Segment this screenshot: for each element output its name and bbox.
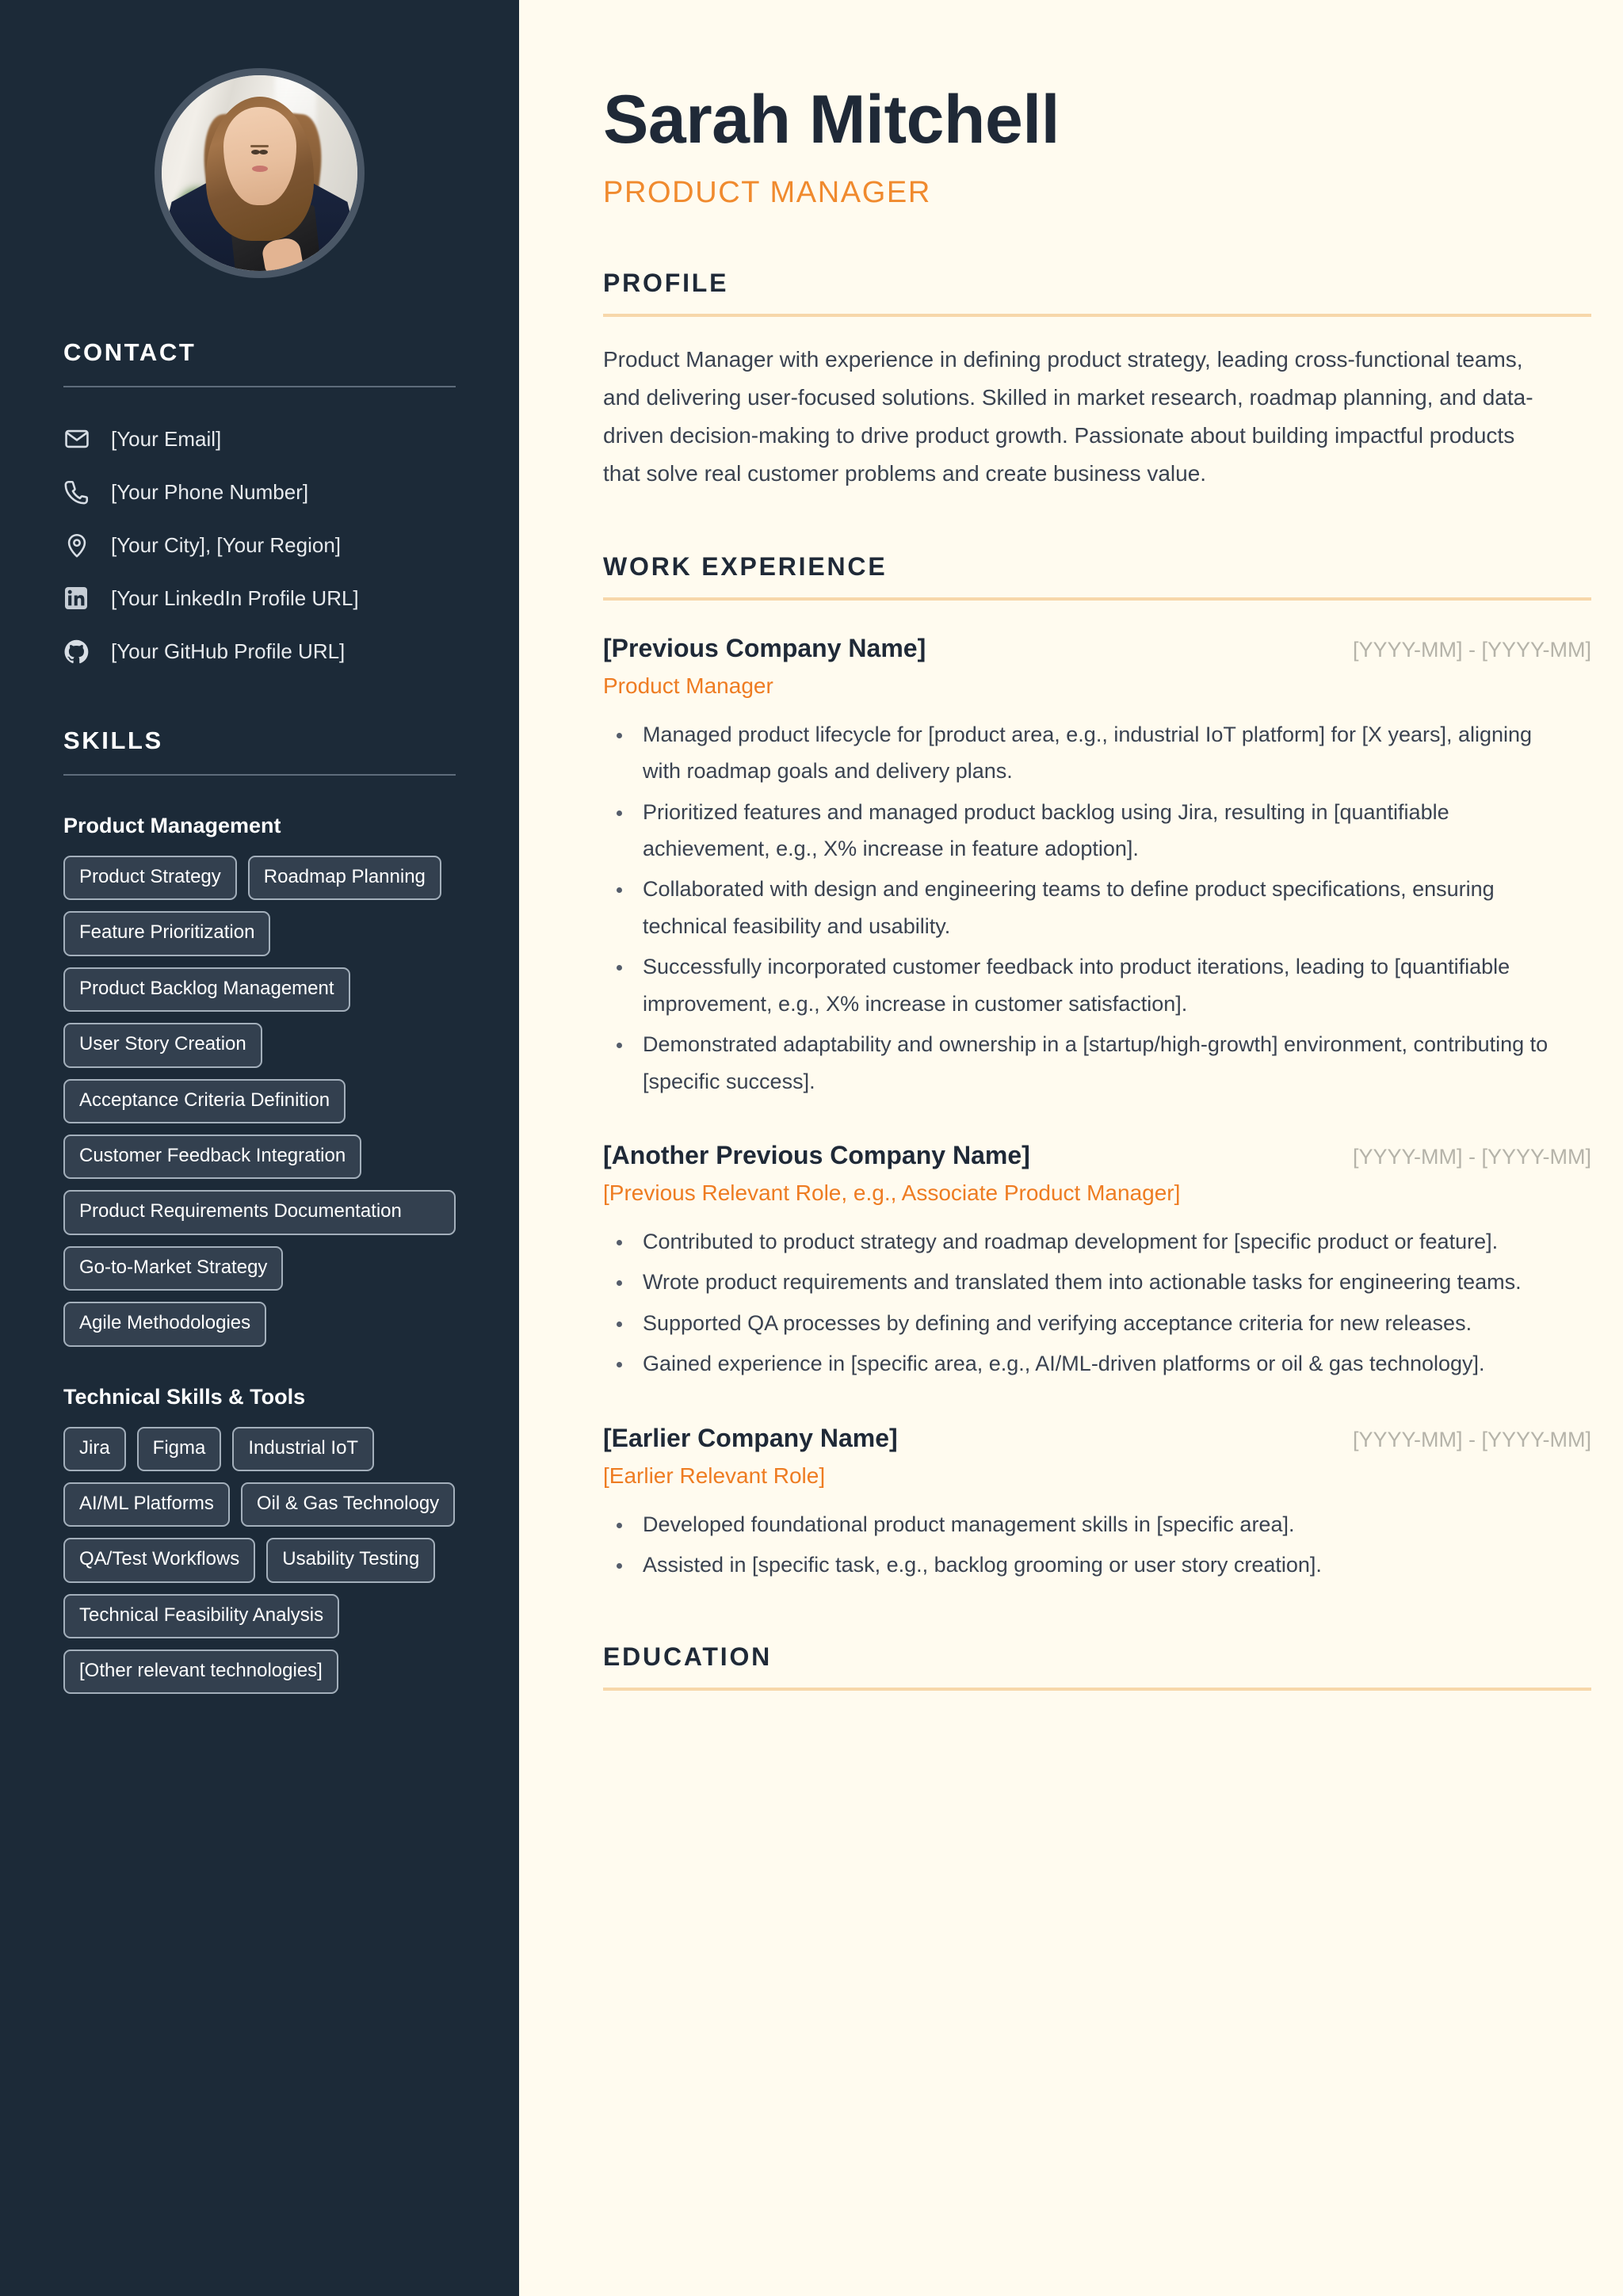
company-name: [Earlier Company Name] [603, 1423, 898, 1452]
photo-lips [252, 166, 268, 172]
contact-item-github[interactable] [63, 636, 456, 666]
job-role: Product Manager [603, 673, 773, 698]
skill-chip[interactable]: Roadmap Planning [248, 856, 441, 900]
job-bullet: • Collaborated with design and engineering teams to define product specifications, ensuring technical feasibility and usability. [633, 871, 1554, 944]
education-heading: EDUCATION [603, 1642, 773, 1671]
profile-divider [603, 314, 1591, 317]
skill-chip[interactable]: Product Requirements Documentation [63, 1190, 456, 1234]
job-bullet: • Prioritized features and managed product backlog using Jira, resulting in [quantifiable achievement, e.g., X% increase in feature adoption]. [633, 794, 1554, 868]
photo-face [223, 107, 296, 205]
job-bullet-list [603, 716, 1554, 1100]
skill-chip[interactable]: Feature Prioritization [63, 911, 270, 955]
skill-group-title-product-management: Product Management [63, 814, 281, 837]
contact-list [63, 424, 456, 666]
skill-chip[interactable]: User Story Creation [63, 1023, 262, 1067]
education-divider [603, 1688, 1591, 1691]
envelope-icon [63, 425, 95, 452]
skill-chip[interactable]: AI/ML Platforms [63, 1482, 230, 1527]
contact-github-text: [Your GitHub Profile URL] [111, 639, 346, 663]
company-name: [Previous Company Name] [603, 633, 926, 662]
company-name: [Another Previous Company Name] [603, 1141, 1030, 1169]
job-header [603, 1424, 1591, 1453]
contact-linkedin-text: [Your LinkedIn Profile URL] [111, 585, 359, 610]
skill-chip[interactable]: Technical Feasibility Analysis [63, 1594, 339, 1638]
skill-chip[interactable]: Industrial IoT [232, 1427, 374, 1471]
contact-divider [63, 386, 456, 387]
page-title: Sarah Mitchell [603, 82, 1060, 158]
contact-phone-text: [Your Phone Number] [111, 479, 309, 504]
profile-text: Product Manager with experience in defining product strategy, leading cross-functional teams, and delivering user-focused solutions. Skilled in market research, roadmap planning, and data-driven decision-making to drive product growth. Passionate about building impactful products that solve real customer problems and create business value. [603, 347, 1533, 486]
work-experience-entry [603, 1141, 1591, 1383]
skill-group-title-technical-skills: Technical Skills & Tools [63, 1384, 306, 1409]
location-pin-icon [63, 532, 95, 559]
github-icon [63, 639, 95, 665]
skill-chip[interactable]: Agile Methodologies [63, 1302, 266, 1346]
section-profile [603, 269, 1591, 494]
phone-icon [63, 479, 95, 505]
contact-item-linkedin[interactable] [63, 583, 456, 613]
job-bullet-list [603, 1506, 1554, 1584]
skill-chip[interactable]: [Other relevant technologies] [63, 1650, 338, 1694]
main-content [519, 0, 1623, 2296]
section-work-experience [603, 552, 1591, 1584]
skills-heading: SKILLS [63, 727, 163, 754]
skill-chip[interactable]: Usability Testing [266, 1538, 435, 1582]
job-dates: [YYYY-MM] - [YYYY-MM] [1352, 1427, 1591, 1451]
work-experience-entry [603, 634, 1591, 1100]
contact-item-email[interactable] [63, 424, 456, 454]
profile-heading: PROFILE [603, 269, 729, 297]
job-bullet: • Developed foundational product management skills in [specific area]. [633, 1506, 1554, 1543]
job-bullet: • Managed product lifecycle for [product area, e.g., industrial IoT platform] for [X years], aligning with roadmap goals and delivery plans. [633, 716, 1554, 790]
work-experience-entry [603, 1424, 1591, 1584]
skill-chip[interactable]: Customer Feedback Integration [63, 1135, 361, 1179]
section-education [603, 1642, 1591, 1691]
contact-heading: CONTACT [63, 338, 197, 366]
avatar-container [0, 0, 519, 278]
job-bullet: • Demonstrated adaptability and ownership in a [startup/high-growth] environment, contributing to [specific success]. [633, 1026, 1554, 1100]
job-role: [Earlier Relevant Role] [603, 1463, 826, 1488]
job-bullet: • Wrote product requirements and translated them into actionable tasks for engineering teams. [633, 1264, 1554, 1300]
job-role: [Previous Relevant Role, e.g., Associate Product Manager] [603, 1180, 1181, 1205]
job-bullet: • Gained experience in [specific area, e.g., AI/ML-driven platforms or oil & gas technology]. [633, 1345, 1554, 1382]
contact-item-location[interactable] [63, 530, 456, 560]
headline-job-title: PRODUCT MANAGER [603, 176, 931, 209]
job-header [603, 1141, 1591, 1170]
job-bullet: • Supported QA processes by defining and verifying acceptance criteria for new releases. [633, 1305, 1554, 1341]
contact-location-text: [Your City], [Your Region] [111, 532, 342, 557]
skill-chip[interactable]: Go-to-Market Strategy [63, 1246, 283, 1291]
job-header [603, 634, 1591, 663]
skill-chip-list-product-management [63, 856, 456, 1347]
skill-chip[interactable]: Figma [137, 1427, 222, 1471]
sidebar [0, 0, 519, 2296]
photo-eye-right [259, 150, 268, 154]
job-bullet: • Contributed to product strategy and roadmap development for [specific product or feature]. [633, 1223, 1554, 1260]
work-experience-divider [603, 597, 1591, 601]
skill-chip[interactable]: Oil & Gas Technology [241, 1482, 455, 1527]
avatar [155, 68, 365, 278]
skill-chip[interactable]: Jira [63, 1427, 126, 1471]
skills-divider [63, 774, 456, 776]
photo-brow-right [256, 145, 269, 147]
job-dates: [YYYY-MM] - [YYYY-MM] [1352, 1145, 1591, 1169]
linkedin-icon [63, 585, 95, 611]
work-experience-heading: WORK EXPERIENCE [603, 551, 888, 581]
job-dates: [YYYY-MM] - [YYYY-MM] [1352, 637, 1591, 662]
job-bullet-list [603, 1223, 1554, 1383]
skill-chip[interactable]: Product Backlog Management [63, 967, 350, 1012]
skill-chip[interactable]: QA/Test Workflows [63, 1538, 255, 1582]
skill-chip-list-technical-skills [63, 1427, 456, 1695]
skill-chip[interactable]: Product Strategy [63, 856, 237, 900]
contact-item-phone[interactable] [63, 477, 456, 507]
contact-email-text: [Your Email] [111, 426, 222, 451]
job-bullet: • Assisted in [specific task, e.g., backlog grooming or user story creation]. [633, 1547, 1554, 1583]
skill-chip[interactable]: Acceptance Criteria Definition [63, 1079, 346, 1123]
job-bullet: • Successfully incorporated customer feedback into product iterations, leading to [quantifiable improvement, e.g., X% increase in customer satisfaction]. [633, 948, 1554, 1022]
